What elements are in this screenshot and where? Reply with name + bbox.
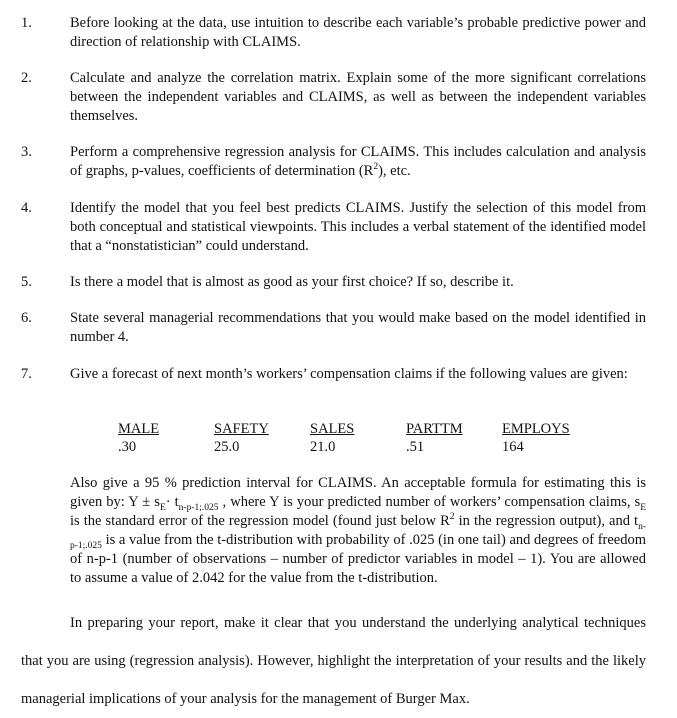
variable-name: SALES bbox=[310, 421, 355, 437]
forecast-values-table bbox=[0, 420, 677, 460]
variable-name: MALE bbox=[118, 421, 160, 437]
variable-name: PARTTM bbox=[406, 421, 463, 437]
question-text: Is there a model that is almost as good as your first choice? If so, describe it. bbox=[70, 274, 514, 290]
forecast-variable-sales bbox=[310, 420, 354, 456]
forecast-variable-parttm bbox=[406, 420, 463, 456]
variable-value: 164 bbox=[502, 439, 524, 455]
question-number: 6. bbox=[21, 310, 32, 326]
variable-value: 25.0 bbox=[214, 439, 240, 455]
variable-value: .30 bbox=[118, 439, 137, 455]
question-number: 5. bbox=[21, 274, 32, 290]
question-text: Give a forecast of next month’s workers’ compensation claims if the following values are given: bbox=[70, 366, 628, 382]
forecast-variable-male bbox=[118, 420, 159, 456]
question-number: 7. bbox=[21, 366, 32, 382]
closing-paragraph: In preparing your report, make it clear that you understand the underlying analytical techniques that you are using (regression analysis). However, highlight the interpretation of your results and the likely managerial implications of your analysis for the management of Burger Max. bbox=[21, 615, 646, 707]
question-text: Before looking at the data, use intuition to describe each variable’s probable predictive power and direction of relationship with CLAIMS. bbox=[70, 15, 646, 50]
variable-value: 21.0 bbox=[310, 439, 336, 455]
variable-name: EMPLOYS bbox=[502, 421, 570, 437]
question-text: Identify the model that you feel best predicts CLAIMS. Justify the selection of this model from both conceptual and statistical viewpoints. This includes a verbal statement of the identified model that a “nonstatistician” could understand. bbox=[70, 200, 646, 254]
question-number: 3. bbox=[21, 144, 32, 160]
question-text: Calculate and analyze the correlation matrix. Explain some of the more significant correlations between the independent variables and CLAIMS, as well as between the independent variables themselves. bbox=[70, 70, 646, 124]
variable-value: .51 bbox=[406, 439, 425, 455]
prediction-interval-paragraph: Also give a 95 % prediction interval for CLAIMS. An acceptable formula for estimating this is given by: $Y \pm s_E\cdot t_{n-p-1;.025}$ , where Y is your predicted number of workers’ compensation claims, $s_E$ is the standard error of the regression model (found just below $R^2$ in the regression output), and $t_{n-p-1;.025}$ is a value from the t-distribution with probability of .025 (in one tail) and degrees of freedom of n-p-1 (number of observations – number of predictor variables in model – 1). You are allowed to assume a value of 2.042 for the value from the t-distribution. bbox=[70, 475, 646, 586]
question-text: Perform a comprehensive regression analysis for CLAIMS. This includes calculation and analysis of graphs, p-values, coefficients of determination $(R^2)$, etc. bbox=[70, 144, 646, 179]
variable-name: SAFETY bbox=[214, 421, 269, 437]
question-number: 1. bbox=[21, 15, 32, 31]
forecast-variable-employs bbox=[502, 420, 570, 456]
question-number: 2. bbox=[21, 70, 32, 86]
forecast-variable-safety bbox=[214, 420, 269, 456]
question-number: 4. bbox=[21, 200, 32, 216]
question-text: State several managerial recommendations that you would make based on the model identified in number 4. bbox=[70, 310, 646, 345]
